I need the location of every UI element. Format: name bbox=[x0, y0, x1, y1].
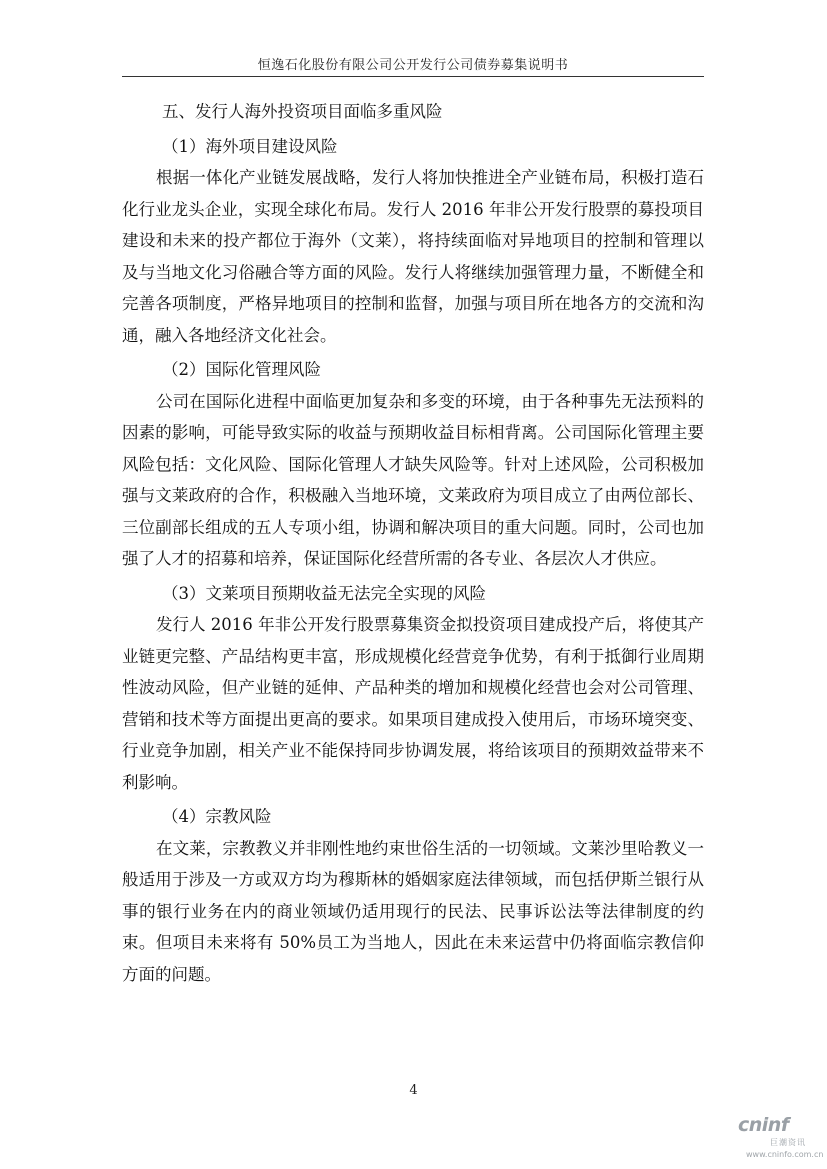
logo-url: www.cninfo.com.cn bbox=[746, 1150, 824, 1159]
paragraph-4: 在文莱，宗教教义并非刚性地约束世俗生活的一切领域。文莱沙里哈教义一般适用于涉及一方或双方均为穆斯林的婚姻家庭法律领域，而包括伊斯兰银行从事的银行业务在内的商业领域仍适用现行的民法、民事诉讼法等法律制度的约束。但项目未来将有 50%员工为当地人，因此在未来运营中仍将面临宗教信仰方面的问题。 bbox=[122, 838, 704, 984]
paragraph-2: 公司在国际化进程中面临更加复杂和多变的环境，由于各种事先无法预料的因素的影响，可能导致实际的收益与预期收益目标相背离。公司国际化管理主要风险包括：文化风险、国际化管理人才缺失风险等。针对上述风险，公司积极加强与文莱政府的合作，积极融入当地环境，文莱政府为项目成立了由两位部长、三位副部长组成的五人专项小组，协调和解决项目的重大问题。同时，公司也加强了人才的招募和培养，保证国际化经营所需的各专业、各层次人才供应。 bbox=[122, 391, 704, 568]
logo-brand: cninf bbox=[738, 1114, 789, 1136]
logo-brand-cn: 巨潮资讯 bbox=[770, 1138, 806, 1147]
subsection-heading-1: （1）海外项目建设风险 bbox=[162, 136, 338, 156]
page-number: 4 bbox=[409, 1083, 418, 1098]
paragraph-1: 根据一体化产业链发展战略，发行人将加快推进全产业链布局，积极打造石化行业龙头企业，实现全球化布局。发行人 2016 年非公开发行股票的募投项目建设和未来的投产都位于海外（文莱），将持续面临对异地项目的控制和管理以及与当地文化习俗融合等方面的风险。发行人将继续加强管理力量，不断健全和完善各项制度，严格异地项目的控制和监督，加强与项目所在地各方的交流和沟通，融入各地经济文化社会。 bbox=[122, 168, 704, 345]
paragraph-3: 发行人 2016 年非公开发行股票募集资金拟投资项目建成投产后，将使其产业链更完整、产品结构更丰富，形成规模化经营竞争优势，有利于抵御行业周期性波动风险，但产业链的延伸、产品种类的增加和规模化经营也会对公司管理、营销和技术等方面提出更高的要求。如果项目建成投入使用后，市场环境突变、行业竞争加剧，相关产业不能保持同步协调发展，将给该项目的预期效益带来不利影响。 bbox=[122, 615, 704, 792]
document-body bbox=[122, 96, 704, 990]
subsection-heading-4: （4）宗教风险 bbox=[162, 807, 272, 826]
header-divider bbox=[122, 76, 704, 77]
document-header: 恒逸石化股份有限公司公开发行公司债券募集说明书 bbox=[257, 58, 569, 73]
subsection-heading-2: （2）国际化管理风险 bbox=[162, 360, 321, 379]
subsection-heading-3: （3）文莱项目预期收益无法完全实现的风险 bbox=[162, 583, 486, 603]
cninfo-logo bbox=[738, 1114, 823, 1162]
section-heading: 五、发行人海外投资项目面临多重风险 bbox=[162, 102, 443, 121]
